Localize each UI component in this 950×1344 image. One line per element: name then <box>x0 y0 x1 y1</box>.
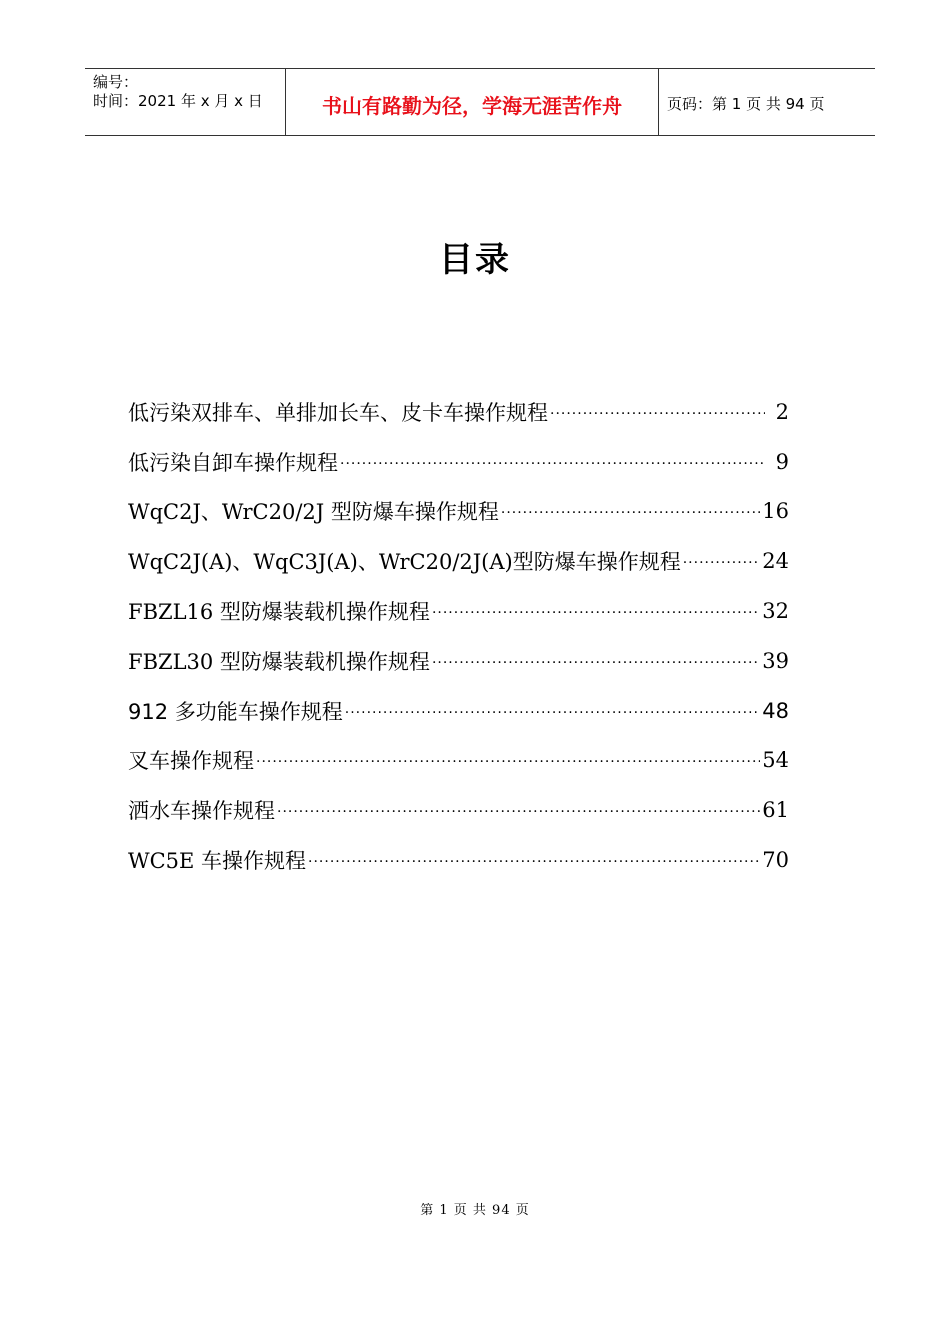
toc-entry-page: 39 <box>762 648 789 673</box>
toc-entry[interactable] <box>128 636 800 686</box>
toc-leader-dots <box>432 605 760 621</box>
toc-entry[interactable] <box>128 437 800 487</box>
toc-entry-title: WqC2J、WrC20/2J 型防爆车操作规程 <box>128 500 499 525</box>
toc-entry-title: 912 多功能车操作规程 <box>128 699 343 724</box>
toc-entry-page: 48 <box>762 698 789 723</box>
toc-entry-page: 2 <box>775 399 789 424</box>
toc-entry-title: 低污染自卸车操作规程 <box>128 450 338 475</box>
toc-entry-title: FBZL30 型防爆装载机操作规程 <box>128 649 430 674</box>
toc-leader-dots <box>256 754 760 770</box>
toc-entry-title: WC5E 车操作规程 <box>128 849 307 874</box>
toc-entry-title: 低污染双排车、单排加长车、皮卡车操作规程 <box>128 400 548 425</box>
toc-entry-page: 54 <box>762 748 789 773</box>
header-motto: 书山有路勤为径，学海无涯苦作舟 <box>286 69 659 135</box>
toc-entry-title: WqC2J(A)、WqC3J(A)、WrC20/2J(A)型防爆车操作规程 <box>128 550 681 575</box>
toc-entry-page: 70 <box>762 848 789 873</box>
toc-entry-title: 洒水车操作规程 <box>128 799 275 824</box>
document-number-label: 编号： <box>93 73 139 91</box>
toc-leader-dots <box>683 555 761 571</box>
toc-entry-title: 叉车操作规程 <box>128 749 254 774</box>
toc-entry-page: 32 <box>762 599 789 624</box>
toc-entry-page: 16 <box>762 499 789 524</box>
page-footer: 第 1 页 共 94 页 <box>420 1203 530 1218</box>
toc-entry[interactable] <box>128 536 800 586</box>
toc-leader-dots <box>277 804 760 820</box>
toc-leader-dots <box>501 505 760 521</box>
toc-entry[interactable] <box>128 686 800 736</box>
toc-entry-page: 61 <box>762 798 789 823</box>
page-title: 目录 <box>439 240 511 280</box>
table-of-contents <box>128 387 800 885</box>
toc-entry-title: FBZL16 型防爆装载机操作规程 <box>128 600 430 625</box>
toc-entry[interactable] <box>128 835 800 885</box>
toc-leader-dots <box>345 705 761 721</box>
header-info-cell <box>85 69 286 135</box>
toc-entry[interactable] <box>128 387 800 437</box>
toc-entry-page: 9 <box>775 449 789 474</box>
toc-leader-dots <box>550 406 765 422</box>
toc-entry[interactable] <box>128 785 800 835</box>
header-page-label: 页码：第 1 页 共 94 页 <box>667 94 825 113</box>
toc-entry-page: 24 <box>762 549 789 574</box>
toc-leader-dots <box>340 456 765 472</box>
toc-leader-dots <box>432 655 760 671</box>
toc-entry[interactable] <box>128 487 800 537</box>
toc-entry[interactable] <box>128 586 800 636</box>
toc-entry[interactable] <box>128 736 800 786</box>
toc-leader-dots <box>308 854 760 870</box>
document-time-label: 时间：2021 年 x 月 x 日 <box>93 92 263 110</box>
document-header <box>85 68 875 136</box>
